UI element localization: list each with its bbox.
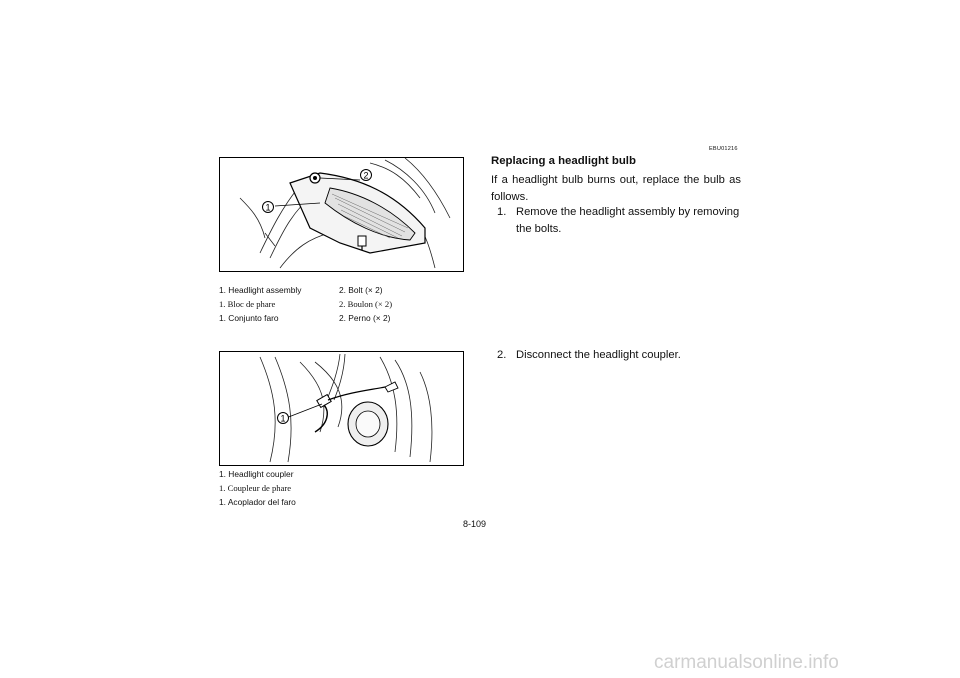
caption-2-es: 1. Acoplador del faro xyxy=(219,497,296,507)
step-text: Disconnect the headlight coupler. xyxy=(516,349,681,361)
callout-1: 1 xyxy=(265,202,271,213)
figure-headlight-coupler xyxy=(219,351,464,466)
headlight-assembly-illustration xyxy=(220,158,463,271)
step-1 xyxy=(497,204,742,237)
step-number: 1. xyxy=(497,206,507,218)
figure-headlight-assembly xyxy=(219,157,464,272)
caption-1-en-a: 1. Headlight assembly xyxy=(219,285,302,295)
watermark: carmanualsonline.info xyxy=(654,652,839,673)
section-heading: Replacing a headlight bulb xyxy=(491,155,636,167)
caption-1-fr-a: 1. Bloc de phare xyxy=(219,299,276,309)
step-2 xyxy=(497,347,742,364)
callout-1: 1 xyxy=(280,413,286,424)
headlight-coupler-illustration xyxy=(220,352,463,465)
step-number: 2. xyxy=(497,349,507,361)
section-code: EBU01216 xyxy=(709,146,738,152)
caption-1-es-b: 2. Perno (× 2) xyxy=(339,313,391,323)
caption-1-fr-b: 2. Boulon (× 2) xyxy=(339,299,393,309)
callout-2: 2 xyxy=(363,170,369,181)
intro-paragraph: If a headlight bulb burns out, replace the bulb as follows. xyxy=(491,174,741,203)
caption-2-fr: 1. Coupleur de phare xyxy=(219,483,292,493)
caption-1-en-b: 2. Bolt (× 2) xyxy=(339,285,383,295)
page-number: 8-109 xyxy=(463,519,487,529)
caption-1-es-a: 1. Conjunto faro xyxy=(219,313,279,323)
step-text: Remove the headlight assembly by removing the bolts. xyxy=(516,206,740,235)
caption-2-en: 1. Headlight coupler xyxy=(219,469,294,479)
